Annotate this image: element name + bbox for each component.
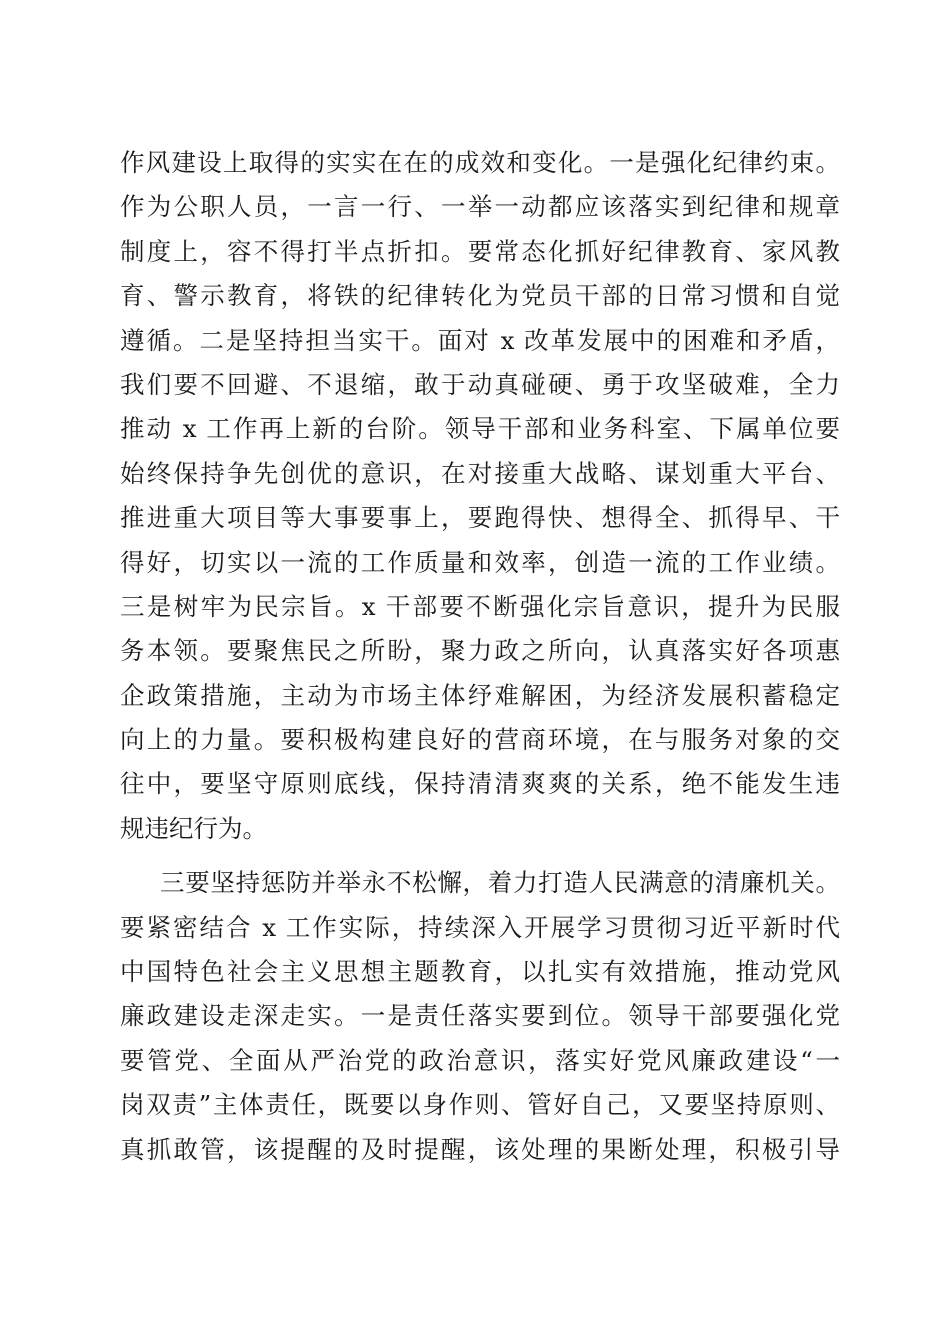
text-line: 三是树牢为民宗旨。x 干部要不断强化宗旨意识，提升为民服 <box>120 591 840 621</box>
text-line: 遵循。二是坚持担当实干。面对 x 改革发展中的困难和矛盾， <box>120 325 840 355</box>
text-line: 作风建设上取得的实实在在的成效和变化。一是强化纪律约束。 <box>120 148 840 177</box>
paragraph-spacer <box>120 851 840 861</box>
text-line: 真抓敢管，该提醒的及时提醒，该处理的果断处理，积极引导 <box>120 1134 840 1164</box>
document-body <box>120 141 840 1172</box>
text-line: 规违纪行为。 <box>120 813 267 843</box>
text-line: 推进重大项目等大事要事上，要跑得快、想得全、抓得早、干 <box>120 503 840 533</box>
text-line: 我们要不回避、不退缩，敢于动真碰硬、勇于攻坚破难，全力 <box>120 369 840 399</box>
text-line: 往中，要坚守原则底线，保持清清爽爽的关系，绝不能发生违 <box>120 769 840 799</box>
text-line: 制度上，容不得打半点折扣。要常态化抓好纪律教育、家风教 <box>120 236 840 266</box>
paragraph-1 <box>120 141 840 851</box>
paragraph-2 <box>120 861 840 1172</box>
text-line: 得好，切实以一流的工作质量和效率，创造一流的工作业绩。 <box>120 547 840 577</box>
text-line: 向上的力量。要积极构建良好的营商环境，在与服务对象的交 <box>120 725 840 755</box>
text-line: 廉政建设走深走实。一是责任落实要到位。领导干部要强化党 <box>120 1001 840 1031</box>
text-line: 企政策措施，主动为市场主体纾难解困，为经济发展积蓄稳定 <box>120 680 840 710</box>
text-line: 要管党、全面从严治党的政治意识，落实好党风廉政建设“一 <box>120 1045 840 1075</box>
text-line: 要紧密结合 x 工作实际，持续深入开展学习贯彻习近平新时代 <box>120 912 840 942</box>
text-line: 育、警示教育，将铁的纪律转化为党员干部的日常习惯和自觉 <box>120 281 840 311</box>
text-line: 作为公职人员，一言一行、一举一动都应该落实到纪律和规章 <box>120 192 840 222</box>
text-line: 始终保持争先创优的意识，在对接重大战略、谋划重大平台、 <box>120 458 840 488</box>
text-line: 务本领。要聚焦民之所盼，聚力政之所向，认真落实好各项惠 <box>120 636 840 666</box>
text-line: 三要坚持惩防并举永不松懈，着力打造人民满意的清廉机关。 <box>160 868 840 898</box>
text-line: 中国特色社会主义思想主题教育，以扎实有效措施，推动党风 <box>120 957 840 987</box>
text-line: 岗双责”主体责任，既要以身作则、管好自己，又要坚持原则、 <box>120 1090 840 1120</box>
text-line: 推动 x 工作再上新的台阶。领导干部和业务科室、下属单位要 <box>120 414 840 444</box>
